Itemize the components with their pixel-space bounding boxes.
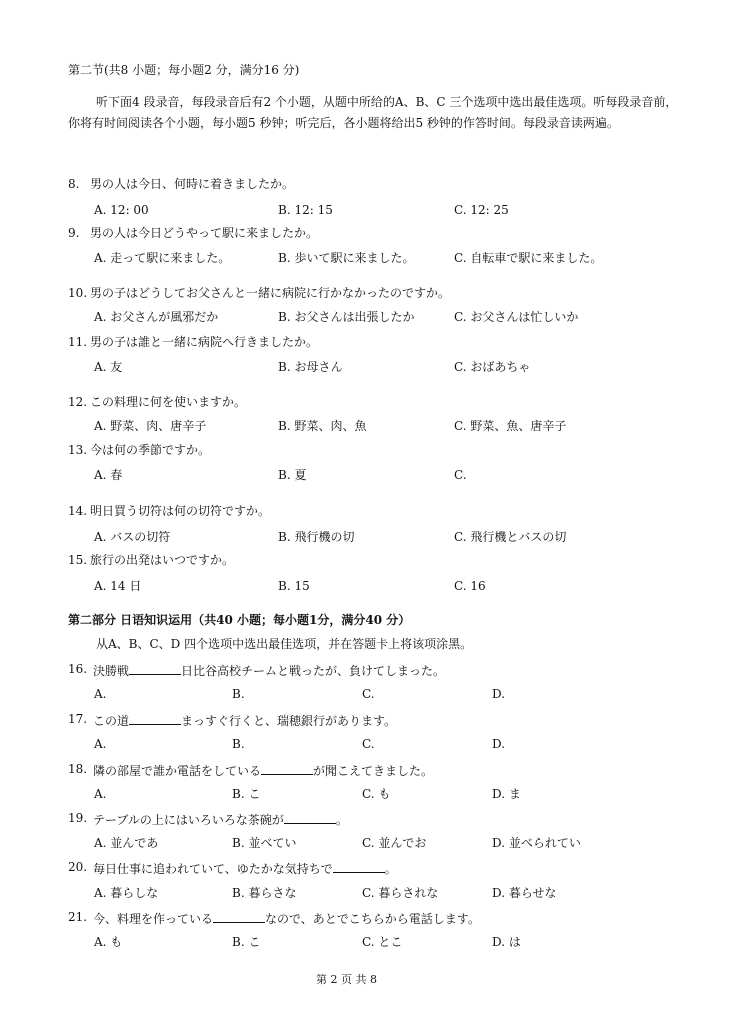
question-text: この料理に何を使いますか。 — [90, 395, 247, 409]
question-number: 17. — [68, 712, 88, 726]
question-number: 12. — [68, 395, 88, 409]
answer-option: B. こ — [232, 787, 261, 801]
answer-blank — [129, 711, 181, 725]
answer-option: D. 並べられてい — [492, 836, 581, 850]
question-text — [93, 711, 396, 729]
question-text: 男の子は誰と一緒に病院へ行きましたか。 — [90, 335, 319, 349]
answer-option: B. 12: 15 — [278, 203, 333, 217]
answer-option: A. — [94, 737, 107, 751]
question-number: 8. — [68, 177, 80, 191]
question-text — [93, 761, 433, 779]
answer-option: C. お父さんは忙しいか — [454, 310, 579, 324]
answer-option: A. 春 — [94, 468, 123, 482]
answer-option: A. 暮らしな — [94, 886, 159, 900]
question-text-after-blank: なので、あとでこちらから電話します。 — [265, 912, 480, 926]
question-text: 男の人は今日、何時に着きましたか。 — [90, 177, 295, 191]
answer-option: B. 15 — [278, 579, 310, 593]
answer-option: C. 暮らされな — [362, 886, 439, 900]
answer-option: C. 自転車で駅に来ました。 — [454, 251, 603, 265]
answer-option: C. 飛行機とバスの切 — [454, 530, 567, 544]
answer-option: C. 野菜、魚、唐辛子 — [454, 419, 567, 433]
question-number: 13. — [68, 443, 88, 457]
question-text-after-blank: 。 — [335, 813, 348, 827]
part2-instructions: 从A、B、C、D 四个选项中选出最佳选项，并在答题卡上将该项涂黑。 — [96, 637, 473, 651]
question-text-before-blank: この道 — [93, 714, 130, 728]
question-number: 11. — [68, 335, 88, 349]
answer-blank — [213, 909, 265, 923]
section2-heading: 第二节(共8 小题；每小题2 分，满分16 分) — [68, 63, 300, 77]
answer-option: A. — [94, 787, 107, 801]
page-footer: 第 2 页 共 8 — [316, 973, 377, 986]
answer-option: B. — [232, 687, 245, 701]
answer-option: A. 並んであ — [94, 836, 159, 850]
question-number: 10. — [68, 286, 88, 300]
question-text: 男の子はどうしてお父さんと一緒に病院に行かなかったのですか。 — [90, 286, 451, 300]
answer-option: A. — [94, 687, 107, 701]
question-text — [93, 810, 348, 828]
answer-option: D. は — [492, 935, 521, 949]
question-number: 15. — [68, 553, 88, 567]
question-text-before-blank: 今、料理を作っている — [93, 912, 214, 926]
answer-option: B. 暮らさな — [232, 886, 297, 900]
answer-option: A. 14 日 — [94, 579, 142, 593]
question-text — [93, 909, 480, 927]
answer-option: B. 夏 — [278, 468, 307, 482]
question-text-before-blank: 隣の部屋で誰か電話をしている — [93, 764, 262, 778]
answer-option: D. 暮らせな — [492, 886, 557, 900]
answer-option: B. — [232, 737, 245, 751]
answer-option: A. 友 — [94, 360, 123, 374]
answer-option: D. — [492, 737, 506, 751]
question-text-after-blank: 日比谷高校チームと戦ったが、負けてしまった。 — [181, 664, 446, 678]
question-text: 男の人は今日どうやって駅に来ましたか。 — [90, 226, 319, 240]
question-text-before-blank: 毎日仕事に追われていて、ゆたかな気持ちで — [93, 862, 333, 876]
answer-option: C. 12: 25 — [454, 203, 509, 217]
answer-option: C. 並んでお — [362, 836, 427, 850]
answer-option: B. こ — [232, 935, 261, 949]
question-text — [93, 859, 397, 877]
answer-option: C. — [362, 737, 375, 751]
answer-option: B. お母さん — [278, 360, 343, 374]
question-text-before-blank: 決勝戦 — [93, 664, 130, 678]
question-text — [93, 661, 445, 679]
question-number: 16. — [68, 662, 88, 676]
question-number: 9. — [68, 226, 80, 240]
answer-option: B. 飛行機の切 — [278, 530, 355, 544]
answer-option: A. も — [94, 935, 123, 949]
answer-option: D. ま — [492, 787, 521, 801]
answer-option: B. 野菜、肉、魚 — [278, 419, 367, 433]
answer-option: B. 歩いて駅に来ました。 — [278, 251, 415, 265]
answer-option: A. 野菜、肉、唐辛子 — [94, 419, 207, 433]
question-number: 18. — [68, 762, 88, 776]
answer-option: A. 走って駅に来ました。 — [94, 251, 231, 265]
answer-option: C. 16 — [454, 579, 486, 593]
answer-blank — [261, 761, 313, 775]
part2-heading: 第二部分 日语知识运用（共40 小题；每小题1分，满分40 分） — [68, 613, 411, 627]
answer-option: A. お父さんが風邪だか — [94, 310, 219, 324]
answer-option: C. も — [362, 787, 391, 801]
answer-option: A. バスの切符 — [94, 530, 171, 544]
question-text: 今は何の季節ですか。 — [90, 443, 211, 457]
question-text-after-blank: 。 — [384, 862, 397, 876]
question-number: 20. — [68, 860, 88, 874]
answer-blank — [333, 859, 385, 873]
question-text-before-blank: テーブルの上にはいろいろな茶碗が — [93, 813, 284, 827]
answer-option: B. 並べてい — [232, 836, 297, 850]
question-number: 19. — [68, 811, 88, 825]
answer-option: C. — [362, 687, 375, 701]
question-text: 旅行の出発はいつですか。 — [90, 553, 235, 567]
section2-instructions: 听下面4 段录音，每段录音后有2 个小题，从题中所给的A、B、C 三个选项中选出最佳选项。听每段录音前，你将有时间阅读各个小题，每小题5 秒钟；听完后，各小题将给出5 秒钟的作答时间。每段录音读两遍。 — [68, 95, 678, 130]
question-number: 14. — [68, 504, 88, 518]
answer-option: C. とこ — [362, 935, 403, 949]
answer-blank — [284, 810, 336, 824]
answer-option: B. お父さんは出張したか — [278, 310, 415, 324]
answer-option: A. 12: 00 — [94, 203, 149, 217]
answer-option: C. おばあちゃ — [454, 360, 531, 374]
question-text-after-blank: が聞こえてきました。 — [313, 764, 434, 778]
answer-blank — [129, 661, 181, 675]
question-number: 21. — [68, 910, 88, 924]
answer-option: D. — [492, 687, 506, 701]
question-text: 明日買う切符は何の切符ですか。 — [90, 504, 271, 518]
question-text-after-blank: まっすぐ行くと、瑞穂銀行があります。 — [181, 714, 397, 728]
answer-option: C. — [454, 468, 467, 482]
